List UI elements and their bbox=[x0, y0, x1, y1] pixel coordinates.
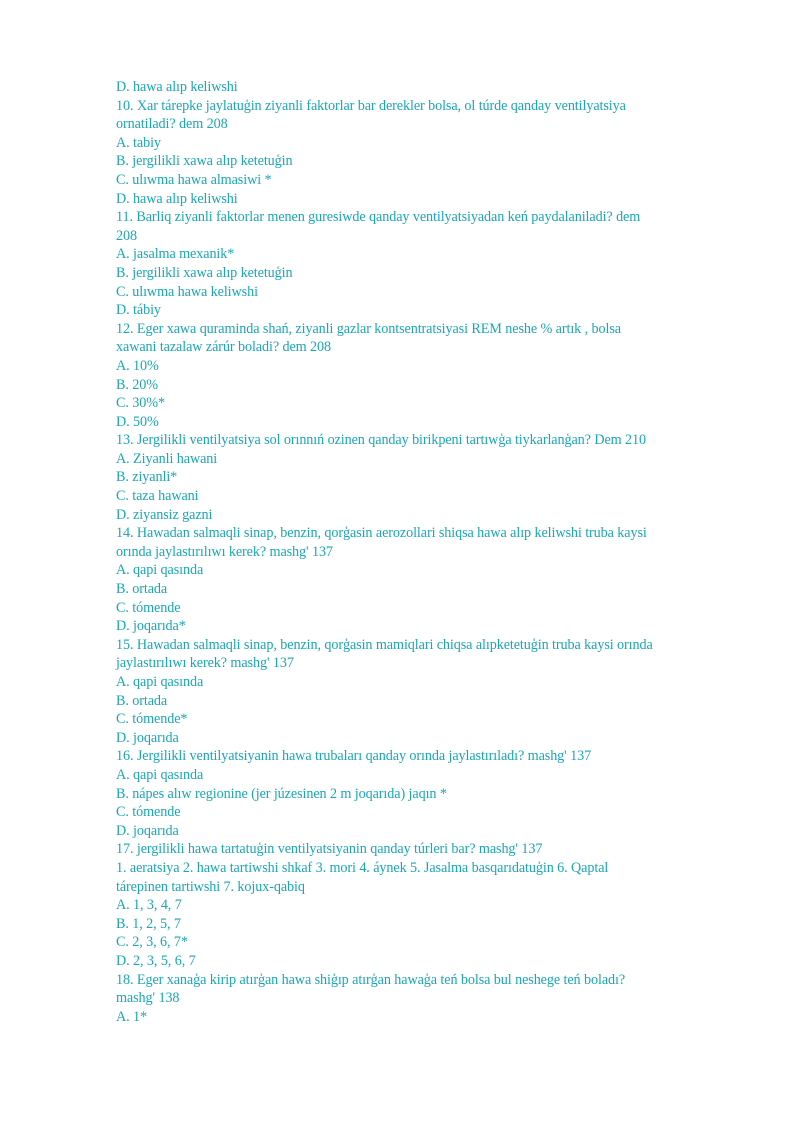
answer-option: A. qapi qasında bbox=[116, 766, 204, 783]
answer-option: C. ulıwma hawa keliwshi bbox=[116, 283, 258, 300]
answer-option: B. 20% bbox=[116, 376, 158, 393]
question-text: 17. jergilikli hawa tartatuģin ventilyatsiyanin qanday túrleri bar? mashg' 137 bbox=[116, 841, 543, 858]
answer-option: A. 1, 3, 4, 7 bbox=[116, 897, 182, 914]
answer-option: B. 1, 2, 5, 7 bbox=[116, 915, 181, 932]
question-text: 14. Hawadan salmaqli sinap, benzin, qorģasin aerozollari shiqsa hawa alıp keliwshi truba kaysi bbox=[116, 525, 647, 542]
question-text: 18. Eger xanaģa kirip atırģan hawa shiģıp atırģan hawaģa teń bolsa bul neshege teń boladı? bbox=[116, 971, 626, 988]
question-text-continued: ornatiladi? dem 208 bbox=[116, 116, 228, 133]
answer-option: A. qapi qasında bbox=[116, 674, 204, 690]
answer-option: A. 1* bbox=[116, 1008, 148, 1025]
answer-option: B. ziyanli* bbox=[116, 469, 178, 486]
answer-option: B. ortada bbox=[116, 581, 168, 598]
question-text-continued: orında jaylastırılıwı kerek? mashg' 137 bbox=[116, 543, 333, 560]
answer-option: D. joqarıda* bbox=[116, 618, 186, 635]
question-text: 11. Barliq ziyanli faktorlar menen guresiwde qanday ventilyatsiyadan keń paydalaniladi? dem bbox=[116, 209, 641, 226]
question-text: 15. Hawadan salmaqli sinap, benzin, qorģasin mamiqlari chiqsa alıpketetuģin truba kaysi orında bbox=[116, 636, 653, 653]
question-text: 12. Eger xawa quraminda shań, ziyanli gazlar kontsentratsiyasi REM neshe % artık , bolsa bbox=[116, 320, 621, 337]
answer-option: A. jasalma mexanik* bbox=[116, 246, 235, 263]
document-page bbox=[116, 78, 716, 1026]
answer-option: B. jergilikli xawa alıp ketetuģin bbox=[116, 264, 293, 281]
answer-option: D. 50% bbox=[116, 413, 159, 430]
answer-option: C. tómende bbox=[116, 599, 181, 616]
answer-option: D. 2, 3, 5, 6, 7 bbox=[116, 952, 196, 969]
question-text-continued: xawani tazalaw zárúr boladi? dem 208 bbox=[116, 339, 332, 356]
text-line: D. hawa alıp keliwshi bbox=[116, 79, 238, 95]
question-text-continued: jaylastırılıwı kerek? mashg' 137 bbox=[116, 655, 294, 672]
answer-option: B. jergilikli xawa alıp ketetuģin bbox=[116, 153, 293, 170]
question-text: 16. Jergilikli ventilyatsiyanin hawa trubaları qanday orında jaylastırıladı? mashg' 137 bbox=[116, 748, 592, 765]
question-text-continued: mashg' 138 bbox=[116, 990, 180, 1007]
answer-option: A. qapi qasında bbox=[116, 562, 204, 579]
answer-option: B. nápes alıw regionine (jer júzesinen 2 m joqarıda) jaqın * bbox=[116, 785, 447, 802]
answer-option: D. joqarıda bbox=[116, 822, 179, 839]
answer-option: A. tabiy bbox=[116, 134, 161, 151]
question-item-list-continued: tárepinen tartiwshi 7. kojux-qabiq bbox=[116, 878, 305, 895]
question-item-list: 1. aeratsiya 2. hawa tartiwshi shkaf 3. mori 4. áynek 5. Jasalma basqarıdatuģin 6. Qaptal bbox=[116, 859, 609, 876]
answer-option: D. tábiy bbox=[116, 302, 161, 319]
answer-option: C. tómende bbox=[116, 804, 181, 821]
question-text: 13. Jergilikli ventilyatsiya sol orınnıń ozinen qanday birikpeni tartıwģa tiykarlanģan? Dem 210 bbox=[116, 432, 647, 449]
answer-option: B. ortada bbox=[116, 692, 168, 709]
answer-option: C. 30%* bbox=[116, 395, 165, 412]
question-text: 10. Xar tárepke jaylatuģin ziyanli faktorlar bar derekler bolsa, ol túrde qanday ventilyatsiya bbox=[116, 97, 626, 114]
answer-option: C. taza hawani bbox=[116, 488, 199, 505]
answer-option: D. joqarıda bbox=[116, 729, 179, 746]
answer-option: C. 2, 3, 6, 7* bbox=[116, 934, 188, 951]
answer-option: D. hawa alıp keliwshi bbox=[116, 190, 238, 207]
answer-option: D. ziyansiz gazni bbox=[116, 506, 213, 523]
answer-option: A. Ziyanli hawani bbox=[116, 450, 218, 467]
answer-option: A. 10% bbox=[116, 357, 159, 374]
answer-option: C. ulıwma hawa almasiwi * bbox=[116, 171, 272, 188]
answer-option: C. tómende* bbox=[116, 711, 188, 728]
question-text-continued: 208 bbox=[116, 227, 137, 244]
